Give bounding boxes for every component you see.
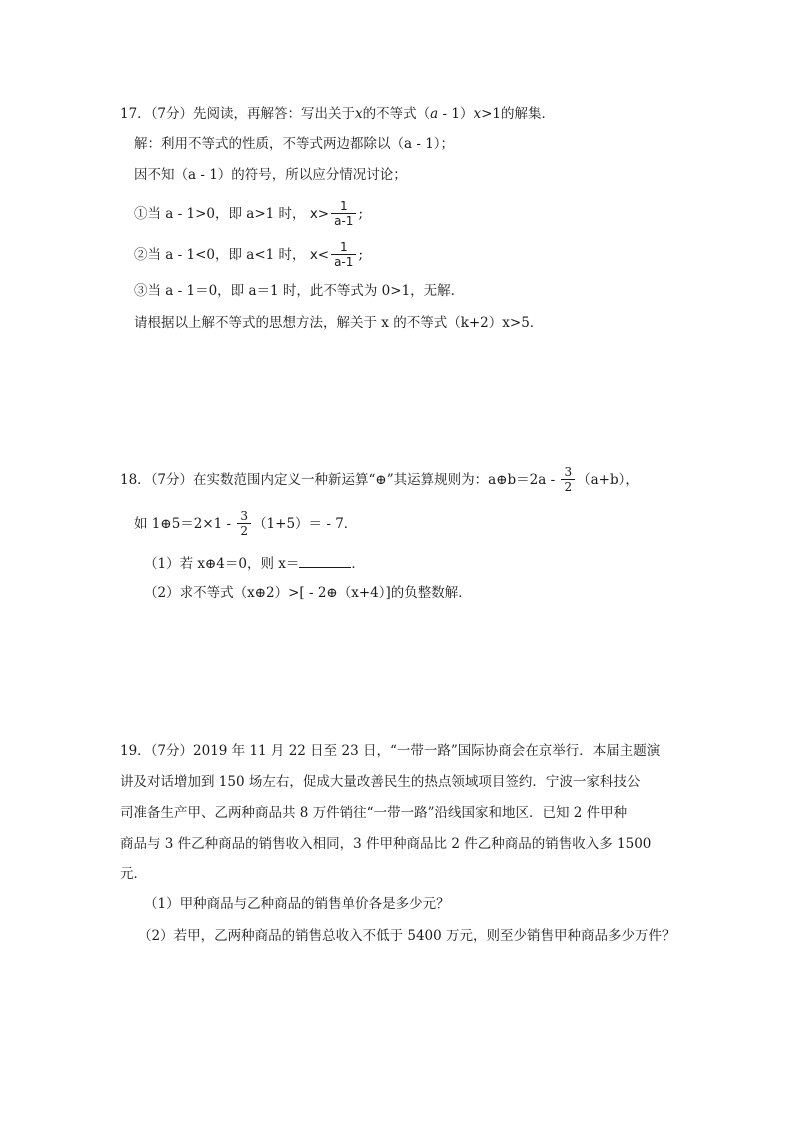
q18-stem [120, 466, 639, 496]
q17-stem [120, 104, 555, 124]
q17-case2-x: x< [309, 247, 330, 263]
fraction-denominator: 2 [237, 523, 251, 538]
q17-stem-d: >1的解集． [481, 106, 555, 122]
q18-example-b: （1+5）＝ - 7． [253, 516, 358, 532]
q18-example-a: 如 1⊕5＝2×1 - [134, 516, 236, 532]
q17-case2-text: ②当 a - 1<0，即 a<1 时， [134, 247, 306, 263]
fraction-denominator: a-1 [331, 254, 356, 269]
q17-stem-c: - 1） [438, 106, 474, 122]
q17-case1-fraction [331, 199, 356, 228]
q19-line2: 讲及对话增加到 150 场左右，促成大量改善民生的热点领域项目签约．宁波一家科技公 [120, 774, 641, 790]
q17-stem-a: 先阅读，再解答：写出关于 [193, 106, 356, 122]
q18-stem-a: 在实数范围内定义一种新运算“⊕”其运算规则为：a⊕b＝2a - [193, 472, 560, 488]
fraction-denominator: a-1 [331, 213, 356, 228]
q17-solution-line2: 因不知（a - 1）的符号，所以应分情况讨论； [134, 167, 407, 183]
q18-part1 [144, 553, 365, 573]
q18-number: 18． [120, 472, 151, 488]
q17-number: 17． [120, 106, 151, 122]
fraction-numerator: 3 [564, 465, 573, 479]
q17-case2-fraction [331, 240, 356, 269]
q17-var-a: a [430, 106, 439, 122]
q18-example [134, 510, 357, 540]
q17-case1 [134, 200, 363, 226]
q17-case2-end: ; [358, 247, 364, 263]
q17-case3: ③当 a - 1＝0，即 a＝1 时，此不等式为 0>1，无解． [134, 283, 465, 299]
q17-stem-b: 的不等式（ [362, 106, 431, 122]
fraction-numerator: 1 [339, 240, 348, 254]
q17-solution-line1: 解：利用不等式的性质，不等式两边都除以（a - 1）； [134, 136, 455, 152]
q19-line5: 元． [120, 866, 147, 882]
q18-score: （7分） [150, 472, 194, 488]
q17-var-x2: x [473, 106, 482, 122]
q19-part2: （2）若甲，乙两种商品的销售总收入不低于 5400 万元，则至少销售甲种商品多少万件？ [138, 928, 676, 944]
q19-line3: 司准备生产甲、乙两种商品共 8 万件销往“一带一路”沿线国家和地区．已知 2 件甲种 [120, 805, 628, 821]
q17-case1-x: x> [309, 206, 330, 222]
q19-line4: 商品与 3 件乙种商品的销售收入相同，3 件甲种商品比 2 件乙种商品的销售收入多 1500 [120, 836, 652, 852]
q18-part2: （2）求不等式（x⊕2）>[ - 2⊕（x+4）]的负整数解． [144, 585, 472, 601]
q17-case1-end: ; [358, 206, 364, 222]
q18-part1-end: ． [351, 556, 365, 572]
q17-task: 请根据以上解不等式的思想方法，解关于 x 的不等式（k+2）x>5． [134, 315, 544, 331]
q17-var-x: x [355, 106, 363, 122]
fraction-denominator: 2 [561, 479, 575, 494]
q19-part1: （1）甲种商品与乙种商品的销售单价各是多少元？ [144, 896, 450, 912]
q18-stem-b: （a+b）， [577, 472, 639, 488]
q17-case1-text: ①当 a - 1>0，即 a>1 时， [134, 206, 306, 222]
fraction-numerator: 1 [339, 199, 348, 213]
q18-part1-text: （1）若 x⊕4＝0，则 x＝ [144, 556, 300, 572]
q18-fraction [561, 465, 575, 494]
answer-blank[interactable] [299, 553, 351, 568]
q17-case2 [134, 241, 363, 267]
q18-example-fraction [237, 509, 251, 538]
fraction-numerator: 3 [240, 509, 249, 523]
q19-line1: 19．（7分）2019 年 11 月 22 日至 23 日，“一带一路”国际协商会在京举行．本届主题演 [120, 743, 661, 759]
q17-score: （7分） [150, 106, 194, 122]
